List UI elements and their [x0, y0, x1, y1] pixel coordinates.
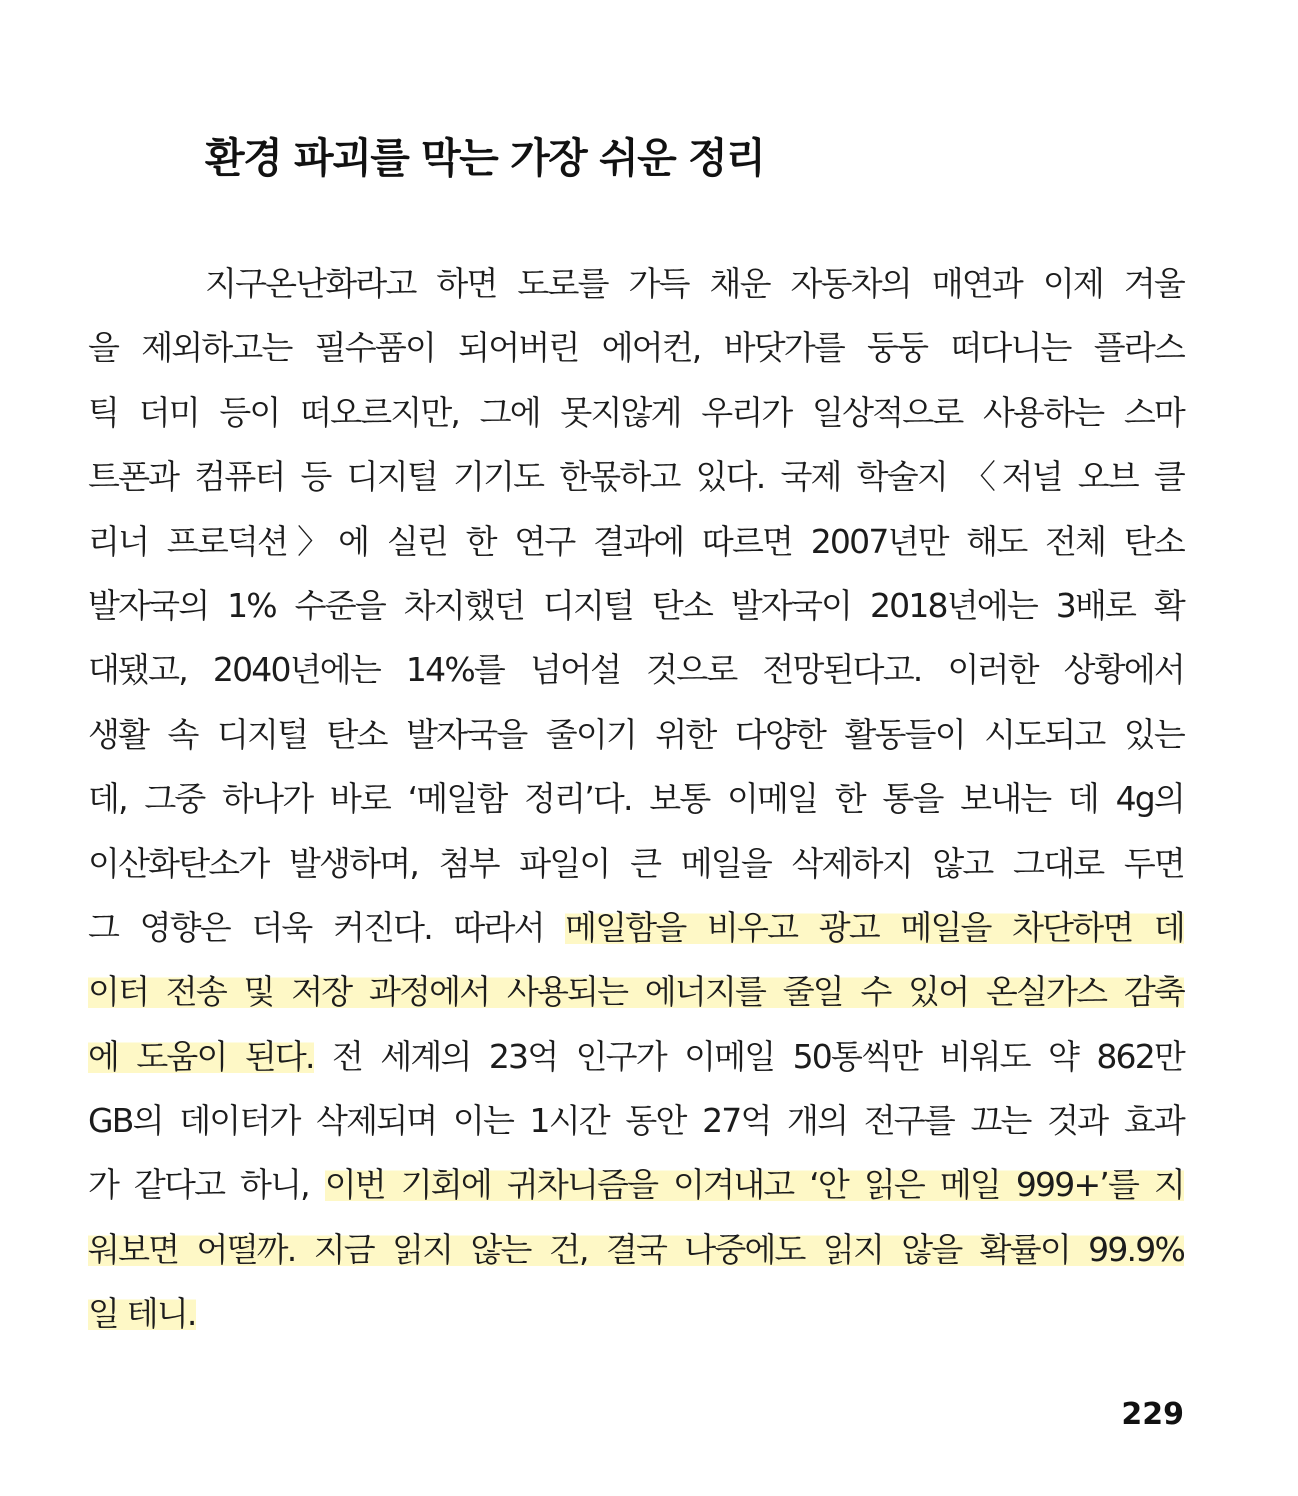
highlighted-text: 이번 기회에 귀차니즘을 이겨내고 ‘안 읽은 메일 999+’를 지	[324, 1165, 1184, 1205]
text-line	[88, 1218, 1184, 1282]
text-line: 지구온난화라고 하면 도로를 가득 채운 자동차의 매연과 이제 겨울	[205, 264, 1184, 303]
text-line: 틱 더미 등이 떠오르지만, 그에 못지않게 우리가 일상적으로 사용하는 스마	[88, 392, 1184, 432]
text-line: 대됐고, 2040년에는 14%를 넘어설 것으로 전망된다고. 이러한 상황에서	[88, 650, 1184, 690]
text-line: 트폰과 컴퓨터 등 디지털 기기도 한몫하고 있다. 국제 학술지 〈저널 오브 클	[88, 457, 1184, 497]
highlighted-text: 메일함을 비우고 광고 메일을 차단하면 데	[565, 907, 1185, 947]
page-title: 환경 파괴를 막는 가장 쉬운 정리	[205, 134, 765, 182]
text-line: 데, 그중 하나가 바로 ‘메일함 정리’다. 보통 이메일 한 통을 보내는 데 4g의	[88, 779, 1184, 819]
text-line: 그 영향은 더욱 커진다. 따라서 메일함을 비우고 광고 메일을 차단하면 데	[88, 907, 1185, 947]
text-line: 을 제외하고는 필수품이 되어버린 에어컨, 바닷가를 둥둥 떠다니는 플라스	[88, 328, 1184, 368]
text-line: 리너 프로덕션〉에 실린 한 연구 결과에 따르면 2007년만 해도 전체 탄소	[88, 521, 1184, 561]
text-line: GB의 데이터가 삭제되며 이는 1시간 동안 27억 개의 전구를 끄는 것과 효과	[88, 1101, 1184, 1141]
text-line: 에 도움이 된다. 전 세계의 23억 인구가 이메일 50통씩만 비워도 약 862만	[88, 1036, 1184, 1076]
highlighted-text: 이터 전송 및 저장 과정에서 사용되는 에너지를 줄일 수 있어 온실가스 감축	[88, 972, 1184, 1012]
page-number: 229	[1121, 1397, 1184, 1432]
highlighted-text: 에 도움이 된다.	[88, 1036, 314, 1076]
text-line: 발자국의 1% 수준을 차지했던 디지털 탄소 발자국이 2018년에는 3배로 확	[88, 585, 1184, 625]
highlighted-text: 일 테니.	[88, 1294, 196, 1334]
text-line: 가 같다고 하니, 이번 기회에 귀차니즘을 이겨내고 ‘안 읽은 메일 999+’를 지	[88, 1165, 1184, 1205]
text-line	[88, 1282, 1184, 1346]
text-line	[88, 960, 1184, 1024]
body-paragraph	[88, 252, 1184, 1347]
highlighted-text: 워보면 어떨까. 지금 읽지 않는 건, 결국 나중에도 읽지 않을 확률이 99.9%	[88, 1229, 1184, 1269]
text-line: 이산화탄소가 발생하며, 첨부 파일이 큰 메일을 삭제하지 않고 그대로 두면	[88, 843, 1184, 883]
text-line: 생활 속 디지털 탄소 발자국을 줄이기 위한 다양한 활동들이 시도되고 있는	[88, 714, 1184, 754]
